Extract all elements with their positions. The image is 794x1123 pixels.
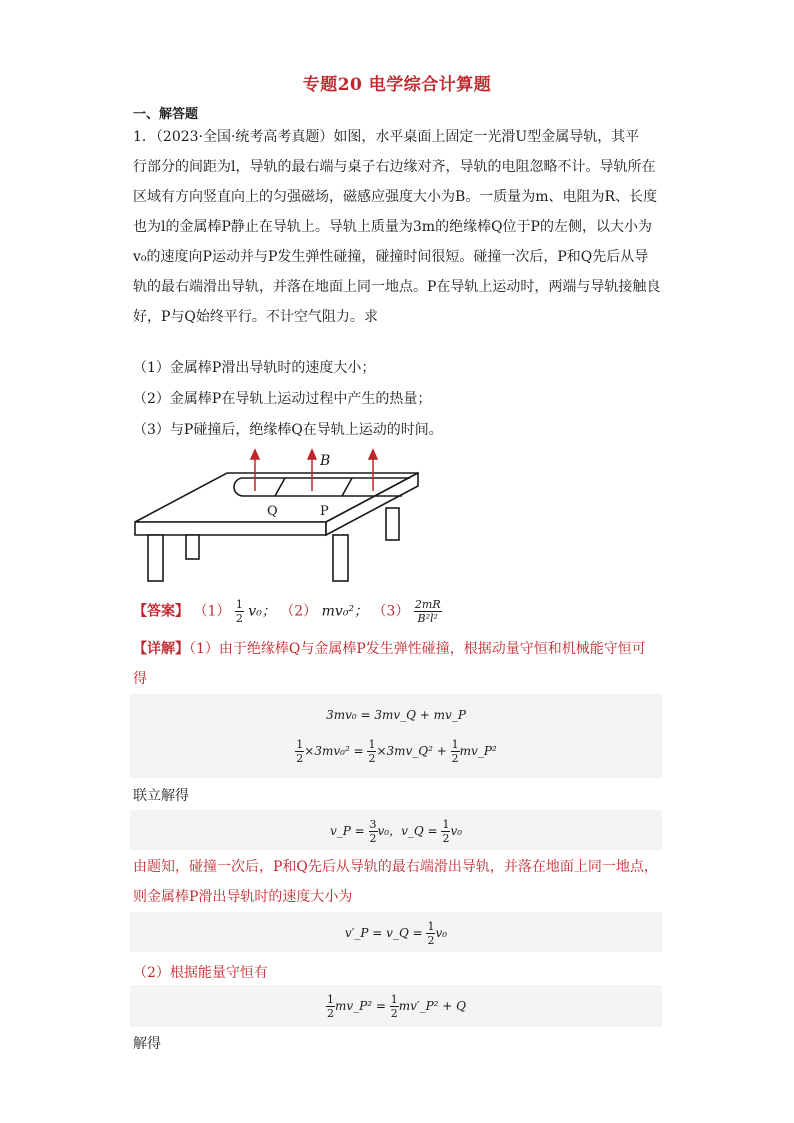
equation-exit-speed: v′_P = v_Q = $\frac{1}{2}$ v₀	[344, 920, 448, 947]
arrow-head-icon	[369, 450, 377, 459]
page-title: 专题20 电学综合计算题	[302, 75, 492, 95]
question-line: 好，P与Q始终平行。不计空气阻力。求	[133, 309, 378, 325]
question-line: 区域有方向竖直向上的匀强磁场，磁感应强度大小为B。一质量为m、电阻为R、长度	[133, 189, 658, 205]
answer-part1-value: v₀；	[248, 603, 276, 620]
question-line: 1．（2023·全国·统考高考真题）如图，水平桌面上固定一光滑U型金属导轨，其平	[133, 129, 640, 145]
field-label: B	[320, 453, 331, 469]
sub-question-1: （1）金属棒P滑出导轨时的速度大小；	[133, 360, 376, 376]
question-line: 轨的最右端滑出导轨，并落在地面上同一地点。P在导轨上运动时，两端与导轨接触良	[133, 279, 661, 295]
table-front-edge	[135, 522, 326, 535]
question-line: 也为l的金属棒P静止在导轨上。导轨上质量为3m的绝缘棒Q位于P的左侧，以大小为	[133, 219, 652, 235]
rail-table-figure	[130, 445, 430, 585]
detail-tag: 【详解】	[133, 641, 189, 657]
label-p: P	[320, 504, 329, 519]
detail-intro	[133, 634, 663, 694]
answer-part3-label: （3）	[372, 603, 410, 620]
detail-line: 得	[133, 671, 147, 687]
table-leg	[386, 508, 399, 540]
equation-velocities: v_P = $\frac{3}{2}$ v₀，v_Q = $\frac{1}{2}$ v₀	[329, 818, 463, 845]
solve-text: 解得	[133, 1036, 161, 1052]
answer-part1-label: （1）	[193, 603, 231, 620]
arrow-head-icon	[308, 450, 316, 459]
question-line: v₀的速度向P运动并与P发生弹性碰撞，碰撞时间很短。碰撞一次后，P和Q先后从导	[133, 249, 649, 265]
equation-box	[130, 912, 662, 952]
label-q: Q	[267, 504, 278, 519]
question-line: 行部分的间距为l，导轨的最右端与桌子右边缘对齐，导轨的电阻忽略不计。导轨所在	[133, 159, 656, 175]
answer-fraction: $\frac{1}{2}$	[235, 598, 243, 625]
detail-line: 则金属棒P滑出导轨时的速度大小为	[133, 889, 353, 905]
equation-box	[130, 810, 662, 850]
answer-tag: 【答案】	[133, 603, 189, 620]
arrow-head-icon	[251, 450, 259, 459]
answer-part2-label: （2）	[280, 603, 318, 620]
answer-line	[133, 598, 442, 625]
detail-line: 由题知，碰撞一次后，P和Q先后从导轨的最右端滑出导轨，并落在地面上同一地点，	[133, 859, 658, 875]
equation-heat: $\frac{1}{2}$ mv_P² = $\frac{1}{2}$ mv′_P² + Q	[326, 993, 467, 1020]
sub-question-3: （3）与P碰撞后，绝缘棒Q在导轨上运动的时间。	[133, 422, 443, 438]
detail-line: （1）由于绝缘棒Q与金属棒P发生弹性碰撞，根据动量守恒和机械能守恒可	[189, 641, 646, 657]
question-text	[133, 122, 663, 332]
answer-part3-fraction: $\frac{2mR}{\text{B²l²}}$	[414, 598, 441, 625]
table-leg	[186, 535, 199, 559]
section-heading: 一、解答题	[133, 107, 199, 122]
table-leg	[148, 535, 163, 581]
detail-part2: （2）根据能量守恒有	[133, 965, 268, 981]
equation-momentum: 3mv₀ = 3mv_Q + mv_P	[326, 708, 466, 722]
sub-question-2: （2）金属棒P在导轨上运动过程中产生的热量；	[133, 391, 432, 407]
detail-explanation	[133, 852, 663, 912]
answer-part2-value: mv₀²；	[321, 603, 369, 620]
table-leg	[333, 535, 348, 581]
equation-energy: $\frac{1}{2}$ ×3mv₀² = $\frac{1}{2}$ ×3mv_Q² + $\frac{1}{2}$ mv_P²	[296, 738, 497, 765]
equation-box	[130, 694, 662, 778]
joint-solve-text: 联立解得	[133, 788, 189, 804]
equation-box	[130, 985, 662, 1027]
